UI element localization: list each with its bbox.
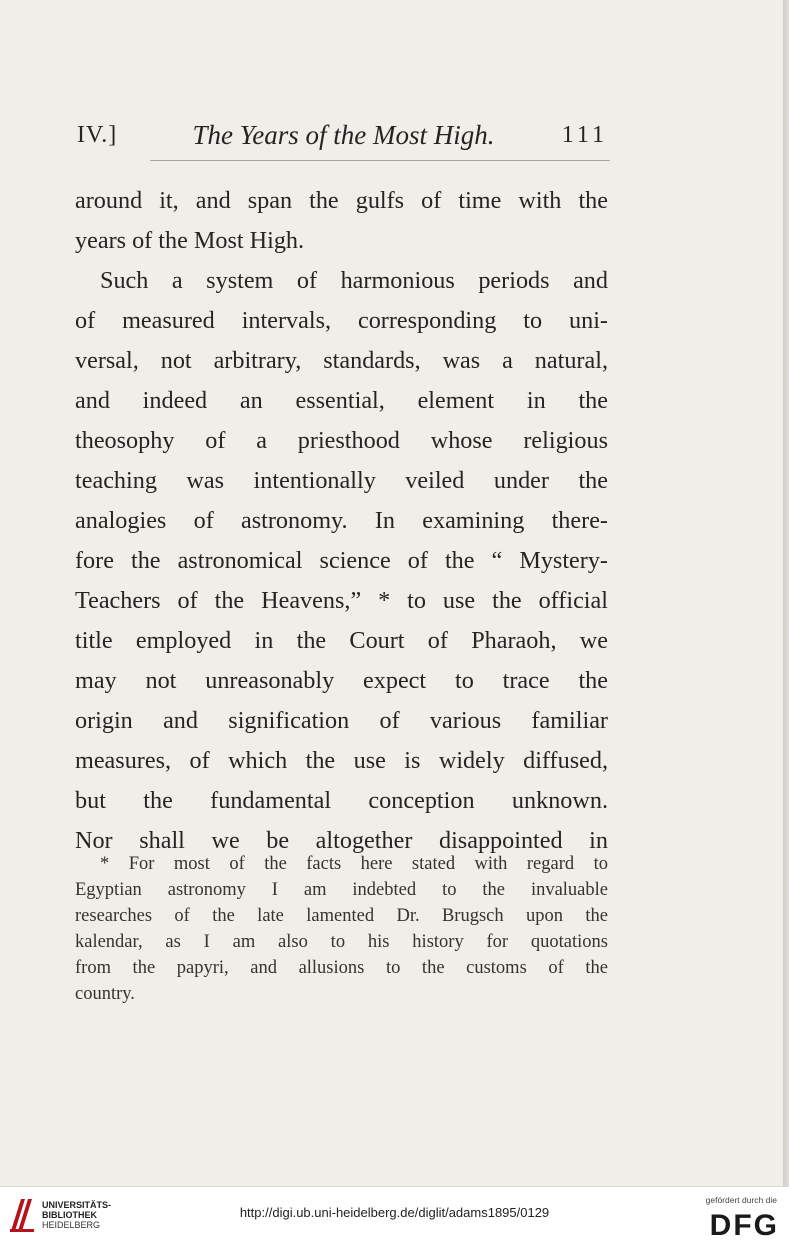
footnote-line: country. [75,984,135,1004]
text-line: teaching was intentionally veiled under the [75,467,608,494]
footnote-line: * For most of the facts here stated with regard to [100,854,608,874]
text-line: years of the Most High. [75,227,305,254]
running-head [77,117,610,153]
text-line: of measured intervals, corresponding to uni- [75,307,608,334]
text-line: but the fundamental conception unknown. [75,787,608,814]
text-line: versal, not arbitrary, standards, was a natural, [75,347,608,374]
permalink[interactable]: http://digi.ub.uni-heidelberg.de/diglit/adams1895/0129 [239,1205,550,1220]
running-title: The Years of the Most High. [192,120,495,150]
library-name-line: HEIDELBERG [42,1220,101,1230]
footnote [75,851,608,1007]
dfg-logo[interactable]: DFG [709,1209,779,1242]
footnote-line: researches of the late lamented Dr. Brugsch upon the [75,906,608,926]
library-name-line: BIBLIOTHEK [42,1210,97,1220]
sponsor-text: gefördert durch die [705,1195,777,1205]
text-line: Such a system of harmonious periods and [100,267,608,294]
footnote-line: from the papyri, and allusions to the customs of the [75,958,608,978]
library-name-line: UNIVERSITÄTS- [42,1200,112,1210]
text-line: fore the astronomical science of the “ Mystery- [75,547,608,574]
viewer-footer [0,1186,789,1245]
text-line: Nor shall we be altogether disappointed in [75,827,608,854]
text-line: around it, and span the gulfs of time with the [75,187,608,214]
chapter-marker: IV.] [77,122,118,148]
text-line: theosophy of a priesthood whose religious [75,427,608,454]
header-rule [150,160,610,161]
text-line: and indeed an essential, element in the [75,387,608,414]
text-line: may not unreasonably expect to trace the [75,667,608,694]
footnote-line: Egyptian astronomy I am indebted to the invaluable [75,880,608,900]
footnote-line: kalendar, as I am also to his history for quotations [75,932,608,952]
text-line: analogies of astronomy. In examining there- [75,507,608,534]
text-line: Teachers of the Heavens,” * to use the official [75,587,608,614]
text-line: title employed in the Court of Pharaoh, we [75,627,608,654]
text-line: measures, of which the use is widely diffused, [75,747,608,774]
body-text [75,181,608,861]
page-edge [783,0,789,1186]
page-number: 111 [561,122,608,148]
text-line: origin and signification of various familiar [75,707,608,734]
